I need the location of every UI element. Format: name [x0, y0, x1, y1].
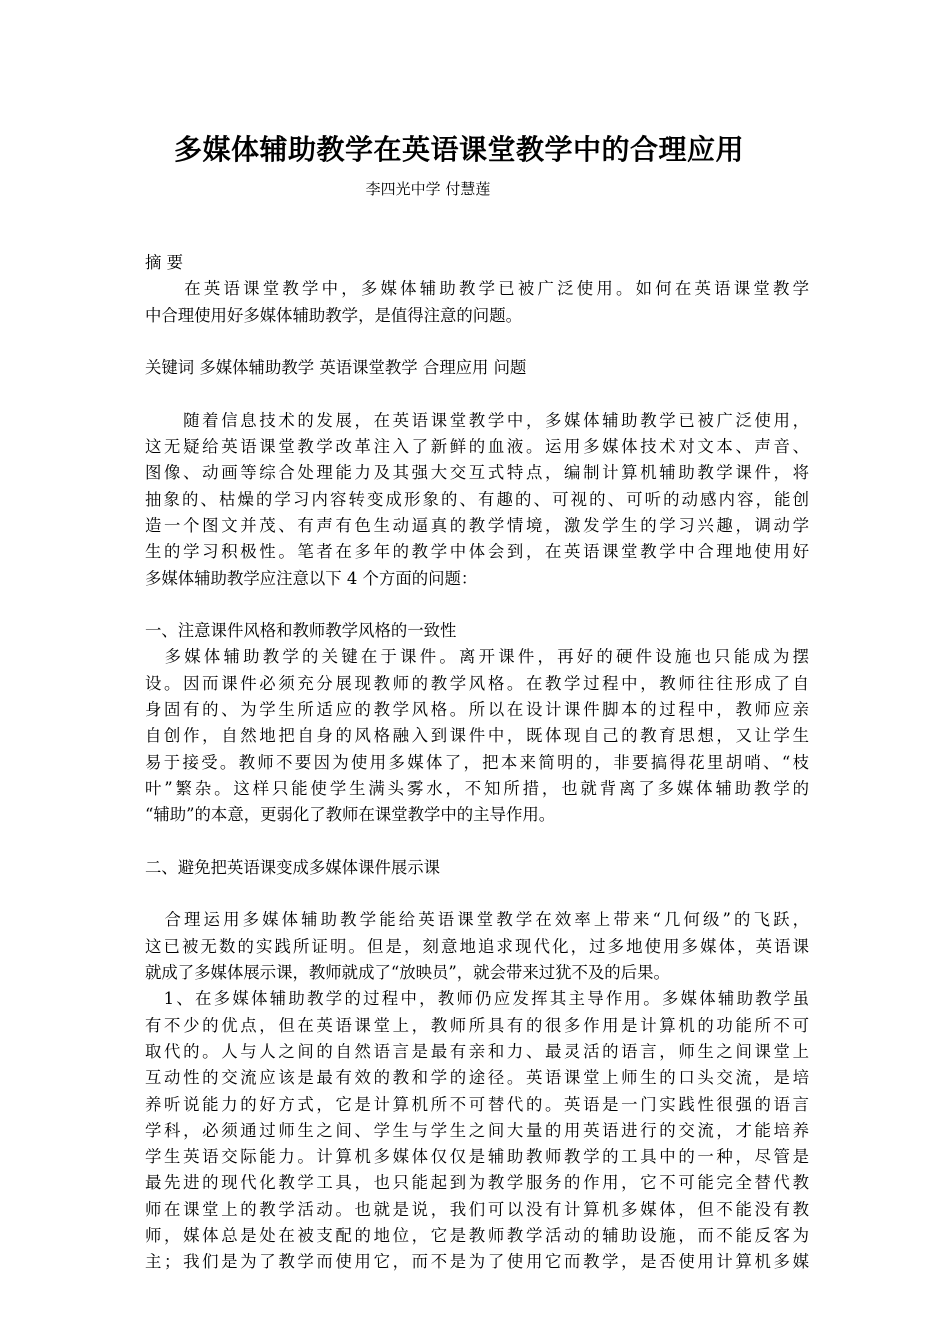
text-line: 主；我们是为了教学而使用它，而不是为了使用它而教学，是否使用计算机多媒: [145, 1252, 809, 1272]
section1-paragraph: [145, 644, 809, 828]
text-line: 互动性的交流应该是最有效的教和学的途径。英语课堂上师生的口头交流，是培: [145, 1068, 809, 1088]
blank-line: [145, 329, 809, 355]
section-heading: 一、注意课件风格和教师教学风格的一致性: [145, 621, 457, 641]
text-line: 叶”繁杂。这样只能使学生满头雾水，不知所措，也就背离了多媒体辅助教学的: [145, 778, 809, 798]
text-line: 多媒体辅助教学的关键在于课件。离开课件，再好的硬件设施也只能成为摆: [145, 647, 809, 667]
text-line: 易于接受。教师不要因为使用多媒体了，把本来简明的，非要搞得花里胡哨、“枝: [145, 752, 809, 772]
text-line: 这无疑给英语课堂教学改革注入了新鲜的血液。运用多媒体技术对文本、声音、: [145, 437, 809, 457]
keywords-line: 关键词 多媒体辅助教学 英语课堂教学 合理应用 问题: [145, 358, 527, 378]
section-heading: 二、避免把英语课变成多媒体课件展示课: [145, 857, 441, 877]
text-line: 这已被无数的实践所证明。但是，刻意地追求现代化，过多地使用多媒体，英语课: [145, 936, 809, 956]
text-line: 抽象的、枯燥的学习内容转变成形象的、有趣的、可视的、可听的动感内容，能创: [145, 489, 809, 509]
text-line: “辅助”的本意，更弱化了教师在课堂教学中的主导作用。: [145, 805, 556, 825]
intro-paragraph: [145, 408, 809, 592]
text-line: 身固有的、为学生所适应的教学风格。所以在设计课件脚本的过程中，教师应亲: [145, 700, 809, 720]
text-line: 学生英语交际能力。计算机多媒体仅仅是辅助教师教学的工具中的一种，尽管是: [145, 1147, 809, 1167]
document-title: 多媒体辅助教学在英语课堂教学中的合理应用: [173, 133, 744, 166]
text-line: 设。因而课件必须充分展现教师的教学风格。在教学过程中，教师往往形成了自: [145, 673, 809, 693]
abstract-label: 摘 要: [145, 253, 183, 272]
text-line: 合理运用多媒体辅助教学能给英语课堂教学在效率上带来“几何级”的飞跃，: [145, 910, 809, 930]
text-line: 在英语课堂教学中，多媒体辅助教学已被广泛使用。如何在英语课堂教学: [145, 279, 809, 299]
text-line: 自创作，自然地把自身的风格融入到课件中，既体现自己的教育思想，又让学生: [145, 726, 809, 746]
text-line: 多媒体辅助教学应注意以下 4 个方面的问题：: [145, 568, 478, 588]
text-line: 随着信息技术的发展，在英语课堂教学中，多媒体辅助教学已被广泛使用，: [145, 410, 809, 430]
text-line: 取代的。人与人之间的自然语言是最有亲和力、最灵活的语言，师生之间课堂上: [145, 1041, 809, 1061]
text-line: 生的学习积极性。笔者在多年的教学中体会到，在英语课堂教学中合理地使用好: [145, 542, 809, 562]
text-line: 有不少的优点，但在英语课堂上，教师所具有的很多作用是计算机的功能所不可: [145, 1015, 809, 1035]
text-line: 图像、动画等综合处理能力及其强大交互式特点，编制计算机辅助教学课件，将: [145, 463, 809, 483]
text-line: 1、在多媒体辅助教学的过程中，教师仍应发挥其主导作用。多媒体辅助教学虽: [145, 989, 809, 1009]
blank-line: [145, 881, 809, 907]
section2-paragraph: [145, 907, 809, 1275]
text-line: 养听说能力的好方式，它是计算机所不可替代的。英语是一门实践性很强的语言: [145, 1094, 809, 1114]
text-line: 师在课堂上的教学活动。也就是说，我们可以没有计算机多媒体，但不能没有教: [145, 1199, 809, 1219]
blank-line: [145, 829, 809, 855]
text-line: 最先进的现代化教学工具，也只能起到为教学服务的作用，它不可能完全替代教: [145, 1173, 809, 1193]
text-line: 造一个图文并茂、有声有色生动逼真的教学情境，激发学生的学习兴趣，调动学: [145, 515, 809, 535]
blank-line: [145, 381, 809, 407]
text-line: 中合理使用好多媒体辅助教学，是值得注意的问题。: [145, 305, 522, 325]
text-line: 师，媒体总是处在被支配的地位，它是教师教学活动的辅助设施，而不能反客为: [145, 1225, 809, 1245]
blank-line: [145, 592, 809, 618]
document-author: 李四光中学 付慧莲: [365, 180, 491, 198]
document-body: [145, 250, 809, 1276]
text-line: 就成了多媒体展示课，教师就成了“放映员”，就会带来过犹不及的后果。: [145, 963, 670, 983]
abstract-paragraph: [145, 276, 809, 329]
text-line: 学科，必须通过师生之间、学生与学生之间大量的用英语进行的交流，才能培养: [145, 1120, 809, 1140]
